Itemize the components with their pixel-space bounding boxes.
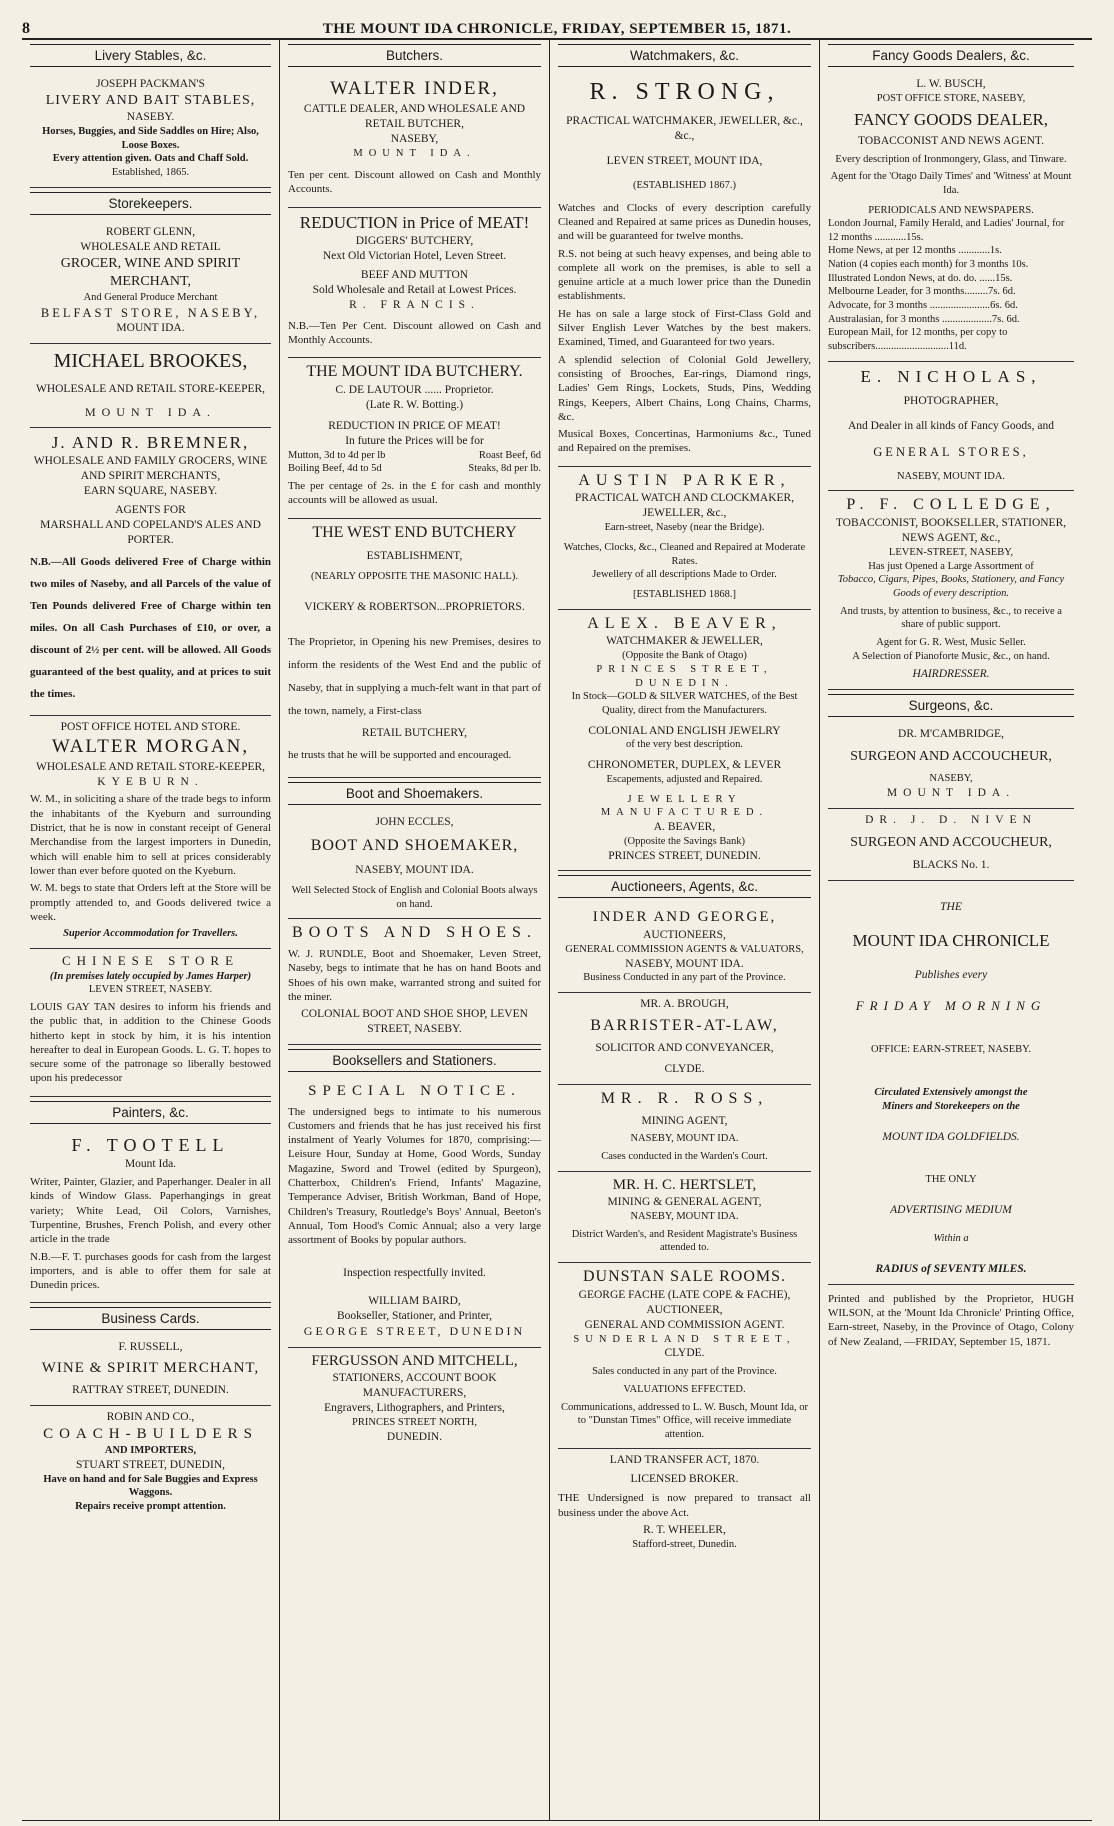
ad-line: PRINCES STREET, DUNEDIN. (608, 849, 761, 862)
ad-line: (NEARLY OPPOSITE THE MASONIC HALL). (311, 571, 518, 583)
ad-inder (288, 73, 541, 208)
page-number: 8 (22, 20, 31, 37)
ad-morgan (30, 716, 271, 949)
ad-line: Superior Accommodation for Travellers. (63, 928, 238, 940)
ad-bremner (30, 428, 271, 716)
ad-line: AGENTS FOR (115, 504, 186, 517)
ad-body: He has on sale a large stock of First-Class Gold and Silver English Lever Watches by the best makers. Examined, Timed, and Guaranteed for two years. (558, 307, 811, 349)
ad-line: of the very best description. (626, 739, 743, 751)
ad-line: PHOTOGRAPHER, (903, 394, 999, 407)
ad-body: N.B.—F. T. purchases goods for cash from the largest importers, and is able to offer them for sale at Dunedin prices. (30, 1250, 271, 1292)
ad-line: Watches, Clocks, &c., Cleaned and Repaired at Moderate Rates. (563, 542, 806, 567)
ad-line: GENERAL AND COMMISSION AGENT. (584, 1318, 785, 1331)
section-header: Butchers. (288, 44, 541, 67)
ad-line: Horses, Buggies, and Side Saddles on Hire; Also, Loose Boxes. (42, 126, 259, 151)
ad-body: The per centage of 2s. in the £ for cash and monthly accounts will be allowed as usual. (288, 479, 541, 507)
imprint-text: Printed and published by the Proprietor, HUGH WILSON, at the 'Mount Ida Chronicle' Printing Office, Earn-street, Naseby, in the Province of Otago, Colony of New Zealand, —FRIDAY, September 15, 1871. (828, 1292, 1074, 1348)
ad-line: PRINCES STREET NORTH, (352, 1417, 477, 1429)
price-item: Australasian, for 3 months ...................7s. 6d. (828, 313, 1020, 325)
ad-line: CLYDE. (664, 1062, 705, 1075)
ad-line: (Opposite the Bank of Otago) (622, 650, 747, 662)
ad-fergusson (288, 1348, 541, 1452)
ad-line: CHRONOMETER, DUPLEX, & LEVER (587, 759, 782, 772)
ad-line: BLACKS No. 1. (912, 859, 990, 871)
ad-title: WINE & SPIRIT MERCHANT, (41, 1360, 260, 1377)
ad-line: DIGGERS' BUTCHERY, (355, 234, 474, 247)
ad-title: THE MOUNT IDA BUTCHERY. (306, 363, 523, 381)
ad-title: WALTER MORGAN, (51, 735, 250, 757)
ad-title: R. STRONG, (589, 79, 780, 105)
ad-line: AUCTIONEER, (646, 1303, 723, 1316)
ad-title: WALTER INDER, (330, 78, 499, 99)
ad-line: A. BEAVER, (653, 820, 716, 833)
ad-line: WHOLESALE AND RETAIL STORE-KEEPER, (35, 760, 266, 773)
ad-title: SPECIAL NOTICE. (308, 1083, 521, 1100)
ad-line: WHOLESALE AND FAMILY GROCERS, WINE AND SPIRIT MERCHANTS, (33, 455, 268, 483)
ad-title: DUNSTAN SALE ROOMS. (582, 1268, 787, 1286)
ad-line: And trusts, by attention to business, &c., to receive a share of public support. (840, 605, 1062, 631)
section-header: Boot and Shoemakers. (288, 782, 541, 805)
price-row (288, 462, 541, 476)
price-item: Melbourne Leader, for 3 months.........7s. 6d. (828, 286, 1016, 298)
section-header: Booksellers and Stationers. (288, 1049, 541, 1072)
price-item: Mutton, 3d to 4d per lb (288, 449, 386, 461)
ad-line: Has just Opened a Large Assortment of (868, 560, 1034, 572)
imprint (828, 1285, 1074, 1359)
ad-eccles (288, 811, 541, 919)
ad-body: Musical Boxes, Concertinas, Harmoniums &c., Tuned and Repaired on the premises. (558, 428, 811, 455)
ad-line: (Late R. W. Botting.) (365, 398, 464, 411)
ad-parker (558, 467, 811, 610)
ad-line: THE (940, 900, 962, 913)
ad-title: BOOT AND SHOEMAKER, (310, 837, 519, 855)
ad-line: R. T. WHEELER, (643, 1523, 726, 1536)
price-item: Illustrated London News, at do. do. ......15s. (828, 272, 1013, 284)
ad-line: STATIONERS, ACCOUNT BOOK MANUFACTURERS, (332, 1372, 497, 1400)
ad-body: The undersigned begs to intimate to his numerous Customers and friends that he has just received his first instalment of Yearly Volumes for 1870, comprising:—Leisure Hour, Sunday at Home, Good Words, Sunday Magazine, Sword and Trowel (edited by Spurgeon), Chatterbox, Children's Friend, Infants' Magazine, Temperance Adviser, British Workman, Band of Hope, Children's Treasury, Routledge's Boys' Annual, Beeton's Annual, Tom Hood's Comic Annual; also a very large assortment of Books by popular authors. (288, 1105, 541, 1247)
ad-chinese (30, 949, 271, 1097)
ad-chronicle (828, 881, 1074, 1285)
ad-line: Every attention given. Oats and Chaff Sold. (52, 153, 249, 165)
section-header: Painters, &c. (30, 1101, 271, 1124)
ad-line: Publishes every (914, 968, 988, 981)
ad-line: POST OFFICE HOTEL AND STORE. (60, 720, 241, 733)
section-header: Watchmakers, &c. (558, 44, 811, 67)
ad-line: TOBACCONIST AND NEWS AGENT. (858, 134, 1044, 147)
ad-line: MOUNT IDA GOLDFIELDS. (882, 1131, 1020, 1144)
ad-line: Cases conducted in the Warden's Court. (601, 1151, 768, 1163)
ad-line: Established, 1865. (111, 166, 190, 178)
ad-line: LEVEN STREET, MOUNT IDA, (606, 155, 763, 168)
ad-line: NASEBY, MOUNT IDA. (630, 1211, 739, 1223)
ad-line: COLONIAL BOOT AND SHOE SHOP, LEVEN STREET, NASEBY. (301, 1008, 528, 1036)
ad-line: Within a (933, 1233, 969, 1245)
ad-body: N.B.—Ten Per Cent. Discount allowed on Cash and Monthly Accounts. (288, 319, 541, 346)
masthead (22, 0, 1092, 40)
ad-title: COACH-BUILDERS (43, 1425, 258, 1442)
ad-title: F. TOOTELL (71, 1134, 230, 1155)
ad-line: NASEBY, (390, 132, 439, 145)
ad-line: Repairs receive prompt attention. (75, 1501, 226, 1513)
ad-line: VICKERY & ROBERTSON...PROPRIETORS. (304, 600, 525, 613)
ad-line: KYEBURN. (97, 775, 204, 788)
ad-line: ROBIN AND CO., (106, 1410, 195, 1423)
ad-line: HAIRDRESSER. (912, 668, 990, 681)
ad-line: POST OFFICE STORE, NASEBY, (876, 92, 1026, 104)
price-item: Nation (4 copies each month) for 3 months 10s. (828, 259, 1029, 271)
ad-nicholas (828, 362, 1074, 492)
ad-line: JEWELLERY MANUFACTURED. (600, 793, 769, 819)
ad-line: MARSHALL AND COPELAND'S ALES AND PORTER. (40, 519, 261, 547)
ad-glenn (30, 221, 271, 344)
ad-title: MR. R. ROSS, (600, 1089, 769, 1107)
ad-line: MOUNT IDA. (886, 786, 1016, 799)
ad-line: Communications, addressed to L. W. Busch, Mount Ida, or to "Dunstan Times" Office, will receive immediate attention. (560, 1401, 809, 1440)
ad-line: RADIUS of SEVENTY MILES. (875, 1262, 1027, 1275)
ad-line: BEEF AND MUTTON (360, 268, 469, 281)
ad-title: LIVERY AND BAIT STABLES, (45, 92, 256, 108)
ad-line: Inspection respectfully invited. (343, 1266, 486, 1279)
ad-body: Writer, Painter, Glazier, and Paperhanger. Dealer in all kinds of Window Glass. Paperhangings in great variety; White Lead, Oil Colors, Varnishes, Turpentine, Brushes, French Polish, and every other article in the trade (30, 1176, 271, 1246)
ad-line: Well Selected Stock of English and Colonial Boots always on hand. (291, 884, 538, 910)
ad-line: OFFICE: EARN-STREET, NASEBY. (870, 1044, 1032, 1056)
ad-title: BARRISTER-AT-LAW, (590, 1017, 779, 1035)
ad-line: DUNEDIN. (386, 1430, 443, 1443)
price-item: Home News, at per 12 months ............1s. (828, 245, 1002, 257)
ad-tootell (30, 1130, 271, 1304)
ad-line: Jewellery of all descriptions Made to Order. (592, 569, 777, 581)
ad-body: Watches and Clocks of every description carefully Cleaned and Repaired at same prices as Dunedin houses, and will be guaranteed for twelve months. (558, 201, 811, 243)
ad-line: VALUATIONS EFFECTED. (623, 1383, 746, 1395)
price-item: Boiling Beef, 4d to 5d (288, 463, 382, 475)
ad-line: Mount Ida. (124, 1158, 177, 1171)
columns (22, 40, 1092, 1821)
ad-line: LEVEN-STREET, NASEBY, (888, 547, 1014, 559)
ad-colledge (828, 491, 1074, 690)
ad-line: ROBERT GLENN, (105, 225, 196, 238)
ad-line: REDUCTION IN PRICE OF MEAT! (328, 419, 501, 432)
ad-line: Every description of Ironmongery, Glass, and Tinware. (835, 153, 1067, 165)
ad-line: FRIDAY MORNING (855, 997, 1047, 1013)
ad-title: THE WEST END BUTCHERY (312, 523, 517, 541)
ad-line: MR. A. BROUGH, (640, 998, 729, 1011)
ad-line: NASEBY, (929, 773, 973, 785)
ad-west-end (288, 519, 541, 779)
ad-title: J. AND R. BREMNER, (51, 433, 250, 453)
ad-body: Ten per cent. Discount allowed on Cash and Monthly Accounts. (288, 169, 541, 196)
ad-title: ALEX. BEAVER, (587, 614, 782, 632)
ad-beaver (558, 610, 811, 872)
ad-line: ADVERTISING MEDIUM (890, 1203, 1012, 1216)
ad-line: (ESTABLISHED 1867.) (633, 180, 736, 191)
ad-line: JOSEPH PACKMAN'S (96, 78, 205, 90)
ad-line: Escapements, adjusted and Repaired. (606, 774, 763, 786)
ad-line: And General Produce Merchant (83, 291, 218, 303)
ad-line: GEORGE FACHE (LATE COPE & FACHE), (578, 1288, 791, 1301)
ad-title: SURGEON AND ACCOUCHEUR, (850, 749, 1052, 765)
ad-line: Agent for G. R. West, Music Seller. (876, 636, 1026, 648)
ad-line: MINING & GENERAL AGENT, (607, 1196, 762, 1209)
ad-line: THE ONLY (925, 1174, 977, 1186)
ad-line: COLONIAL AND ENGLISH JEWELRY (588, 724, 781, 737)
ad-line: WHOLESALE AND RETAIL STORE-KEEPER, (35, 382, 266, 395)
ad-line: TOBACCONIST, BOOKSELLER, STATIONER, NEWS AGENT, &c., (835, 517, 1067, 545)
ad-body: A splendid selection of Colonial Gold Jewellery, consisting of Brooches, Ear-rings, Diamond rings, Ladies' Gem Rings, Lockets, Studs, Pins, Wedding Rings, Keepers, Albert Chains, Long Chains, Charms, &c. (558, 353, 811, 423)
ad-line: Stafford-street, Dunedin. (632, 1538, 737, 1550)
ad-title: CHINESE STORE (61, 952, 240, 968)
ad-line: F. RUSSELL, (118, 1341, 183, 1354)
ad-line: Have on hand and for Sale Buggies and Express Waggons. (43, 1473, 258, 1499)
ad-title: BOOTS AND SHOES. (292, 924, 537, 942)
ad-line: DR. J. D. NIVEN (865, 813, 1037, 826)
ad-line: SUNDERLAND STREET, (573, 1333, 796, 1345)
price-item: Advocate, for 3 months .......................6s. 6d. (828, 300, 1018, 312)
ad-livery (30, 73, 271, 188)
ad-strong (558, 73, 811, 467)
ad-line: GEORGE STREET, DUNEDIN (303, 1324, 526, 1339)
column-2 (280, 40, 550, 1820)
ad-line: PRACTICAL WATCHMAKER, JEWELLER, &c., &c., (566, 115, 803, 143)
section-header: Storekeepers. (30, 192, 271, 215)
ad-body: W. M. begs to state that Orders left at the Store will be promptly attended to, and Goods delivered twice a week. (30, 882, 271, 923)
price-item: Roast Beef, 6d (478, 449, 541, 461)
ad-line: (In premises lately occupied by James Harper) (49, 970, 252, 982)
ad-line: EARN SQUARE, NASEBY. (83, 485, 218, 498)
ad-line: PERIODICALS AND NEWSPAPERS. (868, 204, 1034, 216)
ad-line: MINING AGENT, (641, 1114, 728, 1127)
ad-niven (828, 809, 1074, 881)
ad-mccambridge (828, 723, 1074, 809)
ad-line: PRACTICAL WATCH AND CLOCKMAKER, JEWELLER, &c., (574, 492, 795, 520)
ad-line: RETAIL BUTCHERY, (361, 727, 468, 740)
ad-line: Sales conducted in any part of the Province. (592, 1366, 777, 1378)
ad-line: LICENSED BROKER. (630, 1473, 739, 1486)
ad-dunstan (558, 1263, 811, 1449)
ad-brough (558, 993, 811, 1085)
ad-line: R. FRANCIS. (349, 298, 480, 311)
ad-body: he trusts that he will be supported and encouraged. (288, 749, 512, 762)
ad-line: JOHN ECCLES, (375, 816, 454, 829)
ad-title: FANCY GOODS DEALER, (853, 109, 1049, 129)
ad-line: PRINCES STREET, DUNEDIN. (596, 663, 773, 689)
ad-line: CLYDE. (664, 1347, 705, 1360)
column-4 (820, 40, 1082, 1820)
ad-line: And Dealer in all kinds of Fancy Goods, and (847, 419, 1054, 432)
ad-busch (828, 73, 1074, 362)
price-item: European Mail, for 12 months, per copy to subscribers............................11d. (828, 327, 1008, 352)
ad-line: WILLIAM BAIRD, (368, 1295, 461, 1308)
ad-line: Next Old Victorian Hotel, Leven Street. (322, 249, 507, 262)
ad-line: LEVEN STREET, NASEBY. (88, 984, 213, 996)
ad-line: Sold Wholesale and Retail at Lowest Prices. (312, 283, 517, 296)
ad-line: Agent for the 'Otago Daily Times' and 'Witness' at Mount Ida. (830, 171, 1072, 196)
ad-line: MOUNT IDA. (353, 147, 476, 159)
ad-boots (288, 919, 541, 1045)
ad-robin (30, 1406, 271, 1521)
ad-body: LOUIS GAY TAN desires to inform his friends and the public that, in addition to the Chinese Goods hitherto kept in stock by him, it is his intention hereafter to deal in European Goods. L. G. T. hopes to secure some of the patronage so liberally bestowed upon his predecessor (30, 1000, 271, 1085)
section-header: Fancy Goods Dealers, &c. (828, 44, 1074, 67)
ad-line: Bookseller, Stationer, and Printer, (336, 1310, 493, 1323)
ad-ross (558, 1085, 811, 1172)
price-item: Steaks, 8d per lb. (468, 463, 541, 475)
ad-title: MR. H. C. HERTSLET, (612, 1176, 757, 1193)
section-header: Auctioneers, Agents, &c. (558, 875, 811, 898)
ad-line: NASEBY, MOUNT IDA. (355, 863, 474, 876)
ad-body: The Proprietor, in Opening his new Premises, desires to inform the residents of the West End and the public of Naseby, that in supplying a much-felt want in that part of the town, namely, a First-class (288, 635, 541, 718)
ad-line: NASEBY. (126, 111, 175, 124)
ad-line: WATCHMAKER & JEWELLER, (606, 635, 763, 648)
ad-line: AUCTIONEERS, (643, 928, 726, 941)
ad-body: R.S. not being at such heavy expenses, and being able to complete all work on the premises, is able to sell a genuine article at a much lower price than the Dunedin establishments. (558, 247, 811, 303)
ad-line: CATTLE DEALER, AND WHOLESALE AND RETAIL BUTCHER, (303, 102, 526, 130)
ad-line: GENERAL STORES, (873, 444, 1029, 459)
ad-body: THE Undersigned is now prepared to transact all business under the above Act. (558, 1492, 811, 1519)
ad-line: In Stock—GOLD & SILVER WATCHES, of the Best Quality, direct from the Manufacturers. (571, 691, 798, 716)
price-item: London Journal, Family Herald, and Ladies' Journal, for 12 months ............15s. (828, 218, 1065, 243)
ad-title: E. NICHOLAS, (860, 366, 1042, 386)
ad-line: DR. M'CAMBRIDGE, (898, 728, 1004, 741)
ad-line: ESTABLISHMENT, (366, 550, 463, 563)
ad-line: STUART STREET, DUNEDIN, (75, 1458, 226, 1471)
ad-line: SOLICITOR AND CONVEYANCER, (595, 1041, 774, 1054)
ad-line: Engravers, Lithographers, and Printers, (324, 1402, 505, 1415)
page-title: THE MOUNT IDA CHRONICLE, FRIDAY, SEPTEMBER 15, 1871. (322, 21, 792, 37)
ad-line: NASEBY, MOUNT IDA. (625, 957, 744, 970)
ad-line: RATTRAY STREET, DUNEDIN. (72, 1383, 229, 1396)
ad-line: In future the Prices will be for (345, 434, 484, 447)
ad-body: W. J. RUNDLE, Boot and Shoemaker, Leven Street, Naseby, begs to intimate that he has on hand Boots and Shoes of his own make, warranted strong and suited for the miner. (288, 948, 541, 1003)
ad-line: AND IMPORTERS, (104, 1445, 197, 1457)
section-header: Surgeons, &c. (828, 694, 1074, 717)
ad-body: N.B.—All Goods delivered Free of Charge within two miles of Naseby, and all Parcels of the value of Ten Pounds delivered Free of Charge within ten miles. On all Cash Purchases of £10, or over, a discount of 2½ per cent. will be allowed. All Goods guaranteed of the best quality, and at prices to suit the times. (30, 555, 271, 700)
ad-title: AUSTIN PARKER, (578, 471, 791, 489)
ad-line: A Selection of Pianoforte Music, &c., on hand. (852, 650, 1050, 662)
ad-body: W. M., in soliciting a share of the trade begs to inform the inhabitants of the Kyeburn and surrounding District, that he is now in constant receipt of General Merchandise from the largest importers in Dunedin, which will enable him to sell at prices considerably lower than ever before quoted on the Kyeburn. (30, 793, 271, 877)
section-header: Livery Stables, &c. (30, 44, 271, 67)
ad-title: SURGEON AND ACCOUCHEUR, (850, 834, 1052, 850)
ad-title: LAND TRANSFER ACT, 1870. (609, 1454, 760, 1467)
ad-land-transfer (558, 1449, 811, 1558)
ad-line: WHOLESALE AND RETAIL (80, 240, 221, 253)
ad-line: L. W. BUSCH, (916, 78, 986, 90)
ad-line: GENERAL COMMISSION AGENTS & VALUATORS, (565, 943, 804, 955)
ad-line: (Opposite the Savings Bank) (623, 835, 746, 847)
ad-baird (288, 1078, 541, 1348)
ad-title: INDER AND GEORGE, (592, 909, 777, 926)
ad-title: MOUNT IDA CHRONICLE (852, 931, 1050, 951)
ad-russell (30, 1336, 271, 1405)
ad-line: Miners and Storekeepers on the (882, 1101, 1020, 1113)
ad-title: GROCER, WINE AND SPIRIT MERCHANT, (60, 255, 241, 289)
ad-line: NASEBY, MOUNT IDA. (630, 1133, 739, 1145)
ad-title: FERGUSSON AND MITCHELL, (311, 1352, 518, 1369)
ad-title: REDUCTION in Price of MEAT! (299, 212, 530, 232)
section-header: Business Cards. (30, 1307, 271, 1330)
ad-inder-george (558, 904, 811, 993)
ad-line: Earn-street, Naseby (near the Bridge). (604, 522, 765, 534)
ad-title: P. F. COLLEDGE, (846, 496, 1056, 514)
column-3 (550, 40, 820, 1820)
price-row (288, 449, 541, 463)
ad-brookes (30, 344, 271, 429)
ad-line: District Warden's, and Resident Magistrate's Business attended to. (571, 1228, 798, 1254)
ad-diggers (288, 208, 541, 358)
column-1 (22, 40, 280, 1820)
ad-title: MICHAEL BROOKES, (53, 349, 248, 372)
ad-line: MOUNT IDA. (84, 404, 217, 419)
ad-line: MOUNT IDA. (116, 321, 185, 334)
ad-line: NASEBY, MOUNT IDA. (896, 470, 1006, 482)
ad-hertslet (558, 1172, 811, 1263)
ad-line: Tobacco, Cigars, Pipes, Books, Stationery, and Fancy Goods of every description. (837, 574, 1065, 600)
ad-line: Circulated Extensively amongst the (874, 1086, 1028, 1098)
ad-line: Business Conducted in any part of the Province. (583, 972, 786, 984)
ad-line: BELFAST STORE, NASEBY, (40, 305, 261, 320)
ad-line: C. DE LAUTOUR ...... Proprietor. (335, 383, 494, 396)
ad-line: [ESTABLISHED 1868.] (633, 588, 736, 600)
ad-mount-ida-butchery (288, 358, 541, 518)
